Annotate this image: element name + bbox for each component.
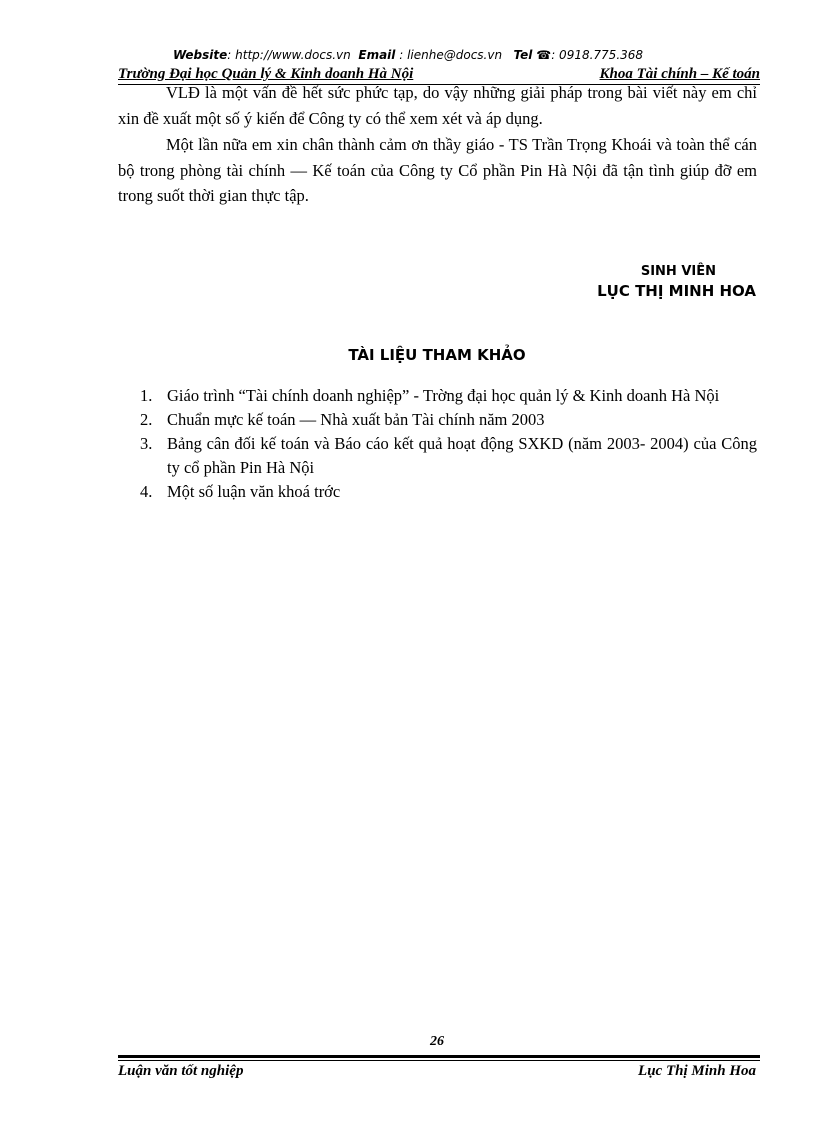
tel-value: : 0918.775.368 (551, 48, 644, 62)
phone-icon: ☎ (536, 48, 552, 62)
reference-number: 3. (140, 434, 153, 453)
signature-name: LỤC THỊ MINH HOA (597, 282, 756, 300)
tel-label: Tel (513, 48, 533, 62)
website-label: Website (172, 48, 228, 62)
header-university: Trường Đại học Quản lý & Kinh doanh Hà Nội (118, 66, 414, 82)
header-faculty: Khoa Tài chính – Kế toán (599, 66, 760, 82)
paragraph-2: Một lần nữa em xin chân thành cảm ơn thầy giáo - TS Trần Trọng Khoái và toàn thể cán bộ trong phòng tài chính — Kế toán của Công ty Cổ phần Pin Hà Nội đã tận tình giúp đỡ em trong suốt thời gian thực tập. (118, 135, 757, 205)
reference-number: 2. (140, 410, 153, 429)
footer-rule-thin (118, 1060, 760, 1061)
reference-item (140, 408, 757, 432)
references-list (140, 384, 757, 504)
reference-item (140, 480, 757, 504)
reference-text: Bảng cân đối kế toán và Báo cáo kết quả hoạt động SXKD (năm 2003- 2004) của Công ty cổ phần Pin Hà Nội (167, 434, 757, 477)
email-label: Email (358, 48, 396, 62)
website-contact-header (0, 48, 816, 62)
reference-text: Chuẩn mực kế toán — Nhà xuất bản Tài chính năm 2003 (167, 410, 545, 429)
website-value[interactable]: : http://www.docs.vn (227, 48, 351, 62)
reference-number: 4. (140, 482, 153, 501)
paragraph-1: VLĐ là một vấn đề hết sức phức tạp, do vậy những giải pháp trong bài viết này em chỉ xin đề xuất một số ý kiến để Công ty có thể xem xét và áp dụng. (118, 83, 757, 128)
reference-item (140, 432, 757, 480)
footer-thesis-label: Luận văn tốt nghiệp (118, 1063, 244, 1079)
reference-item (140, 384, 757, 408)
signature-block (597, 263, 756, 301)
signature-role: SINH VIÊN (640, 264, 716, 279)
footer-author: Lục Thị Minh Hoa (638, 1063, 756, 1079)
email-value[interactable]: : lienhe@docs.vn (399, 48, 503, 62)
reference-text: Giáo trình “Tài chính doanh nghiệp” - Trờng đại học quản lý & Kinh doanh Hà Nội (167, 386, 720, 405)
references-title: TÀI LIỆU THAM KHẢO (348, 346, 526, 364)
page-number: 26 (430, 1034, 444, 1049)
reference-text: Một số luận văn khoá trớc (167, 482, 341, 501)
running-footer (118, 1063, 760, 1083)
reference-number: 1. (140, 386, 153, 405)
footer-rule-thick (118, 1055, 760, 1058)
